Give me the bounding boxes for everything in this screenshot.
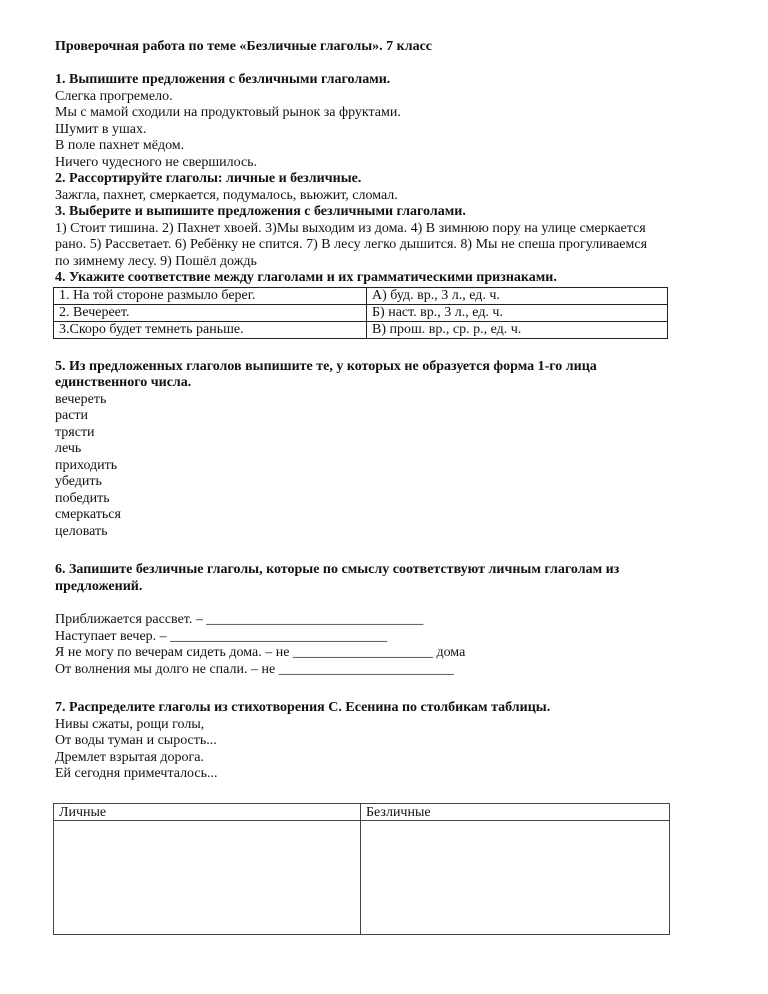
verb-item: лечь	[55, 441, 82, 456]
task-7-heading: 7. Распределите глаголы из стихотворения С. Есенина по столбикам таблицы.	[55, 700, 551, 715]
task-6-heading: 6. Запишите безличные глаголы, которые по смыслу соответствуют личным глаголам из	[55, 562, 620, 577]
task-1-sentence: Мы с мамой сходили на продуктовый рынок за фруктами.	[55, 105, 401, 120]
personal-answer-cell	[54, 820, 361, 934]
task-3-text-line: рано. 5) Рассветает. 6) Ребёнку не спится. 7) В лесу легко дышится. 8) Мы не спеша прогуливаемся	[55, 237, 648, 252]
task-1-sentence: В поле пахнет мёдом.	[55, 138, 185, 153]
verb-sort-table	[53, 803, 670, 935]
task-3-heading: 3. Выберите и выпишите предложения с безличными глаголами.	[55, 204, 466, 219]
features-cell: В) прош. вр., ср. р., ед. ч.	[367, 321, 668, 338]
task-3-text-line: 1) Стоит тишина. 2) Пахнет хвоей. 3)Мы выходим из дома. 4) В зимнюю пору на улице смеркается	[55, 220, 646, 236]
table-row	[54, 287, 668, 304]
verb-item: победить	[55, 490, 110, 506]
task-3-text-line: по зимнему лесу. 9) Пошёл дождь	[55, 253, 257, 269]
task-6-heading-cont: предложений.	[55, 578, 143, 594]
fill-in-line: Я не могу по вечерам сидеть дома. – не ____________________ дома	[55, 645, 466, 660]
task-2	[55, 171, 695, 204]
task-1-sentence: Слегка прогремело.	[55, 88, 173, 104]
table-row	[54, 321, 668, 338]
sentence-cell: 3.Скоро будет темнеть раньше.	[54, 321, 367, 338]
task-5-heading: 5. Из предложенных глаголов выпишите те, у которых не образуется форма 1-го лица	[55, 358, 597, 374]
worksheet-page	[55, 38, 695, 935]
verb-item: трясти	[55, 424, 95, 440]
task-5	[55, 359, 695, 541]
task-1-sentence: Ничего чудесного не свершилось.	[55, 154, 258, 170]
table-header-row	[54, 803, 670, 820]
sentence-cell: 2. Вечереет.	[54, 304, 367, 321]
fill-in-line: Наступает вечер. – _______________________________	[55, 628, 388, 644]
verb-item: целовать	[55, 523, 108, 539]
impersonal-answer-cell	[361, 820, 670, 934]
task-2-verbs: Зажгла, пахнет, смеркается, подумалось, вьюжит, сломал.	[55, 187, 398, 203]
task-5-heading-cont: единственного числа.	[55, 375, 192, 390]
fill-in-line: Приближается рассвет. – _______________________________	[55, 612, 424, 627]
fill-in-line: От волнения мы долго не спали. – не _________________________	[55, 661, 454, 677]
header-impersonal: Безличные	[361, 803, 670, 820]
verb-item: убедить	[55, 474, 102, 489]
task-7	[55, 700, 695, 935]
task-4-heading: 4. Укажите соответствие между глаголами и их грамматическими признаками.	[55, 270, 557, 285]
matching-table	[53, 287, 668, 339]
worksheet-title: Проверочная работа по теме «Безличные глаголы». 7 класс	[55, 39, 433, 54]
table-row	[54, 304, 668, 321]
poem-line: Дремлет взрытая дорога.	[55, 749, 205, 765]
features-cell: Б) наст. вр., 3 л., ед. ч.	[367, 304, 668, 321]
verb-item: приходить	[55, 457, 118, 473]
header-personal: Личные	[54, 803, 361, 820]
task-1	[55, 72, 695, 171]
poem-line: Ей сегодня примечталось...	[55, 766, 218, 781]
poem-line: От воды туман и сырость...	[55, 733, 217, 748]
features-cell: А) буд. вр., 3 л., ед. ч.	[367, 287, 668, 304]
verb-item: смеркаться	[55, 507, 121, 522]
task-1-heading: 1. Выпишите предложения с безличными глаголами.	[55, 72, 391, 87]
task-2-heading: 2. Рассортируйте глаголы: личные и безличные.	[55, 171, 362, 186]
sentence-cell: 1. На той стороне размыло берег.	[54, 287, 367, 304]
task-1-sentence: Шумит в ушах.	[55, 121, 147, 137]
table-row	[54, 820, 670, 934]
poem-line: Нивы сжаты, рощи голы,	[55, 716, 205, 732]
task-3	[55, 204, 695, 270]
verb-item: вечереть	[55, 391, 107, 407]
task-4	[55, 270, 695, 339]
verb-item: расти	[55, 408, 89, 423]
task-6	[55, 562, 695, 678]
